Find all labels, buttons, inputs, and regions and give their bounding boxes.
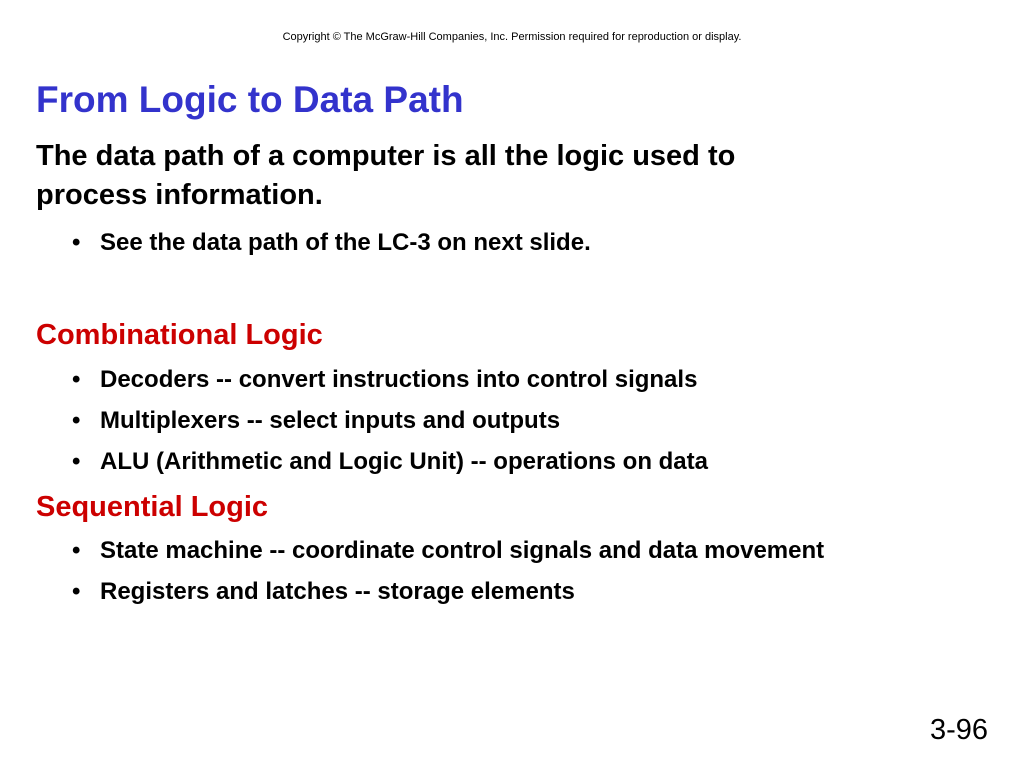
list-item: [72, 365, 697, 395]
lead-paragraph: [36, 137, 916, 215]
list-item-text: Multiplexers -- select inputs and outputs: [100, 407, 561, 434]
bullet-icon: •: [72, 537, 81, 564]
copyright-notice: Copyright © The McGraw-Hill Companies, Inc. Permission required for reproduction or display.: [282, 31, 742, 43]
bullet-icon: •: [72, 448, 81, 475]
list-item-text: See the data path of the LC-3 on next slide.: [100, 229, 591, 256]
list-item-text: Registers and latches -- storage elements: [100, 578, 575, 605]
section-heading-combinational: Combinational Logic: [36, 319, 323, 351]
list-item-text: Decoders -- convert instructions into control signals: [100, 366, 698, 393]
list-item: [72, 447, 708, 477]
list-item: [72, 228, 591, 258]
lead-line-2: process information.: [36, 179, 323, 211]
bullet-icon: •: [72, 578, 81, 605]
section-heading-sequential: Sequential Logic: [36, 491, 269, 523]
bullet-icon: •: [72, 229, 81, 256]
lead-line-1: The data path of a computer is all the logic used to: [36, 140, 736, 172]
bullet-icon: •: [72, 407, 81, 434]
list-item: [72, 536, 824, 566]
list-item: [72, 577, 575, 607]
list-item: [72, 406, 560, 436]
slide-number: 3-96: [929, 714, 988, 746]
list-item-text: State machine -- coordinate control signals and data movement: [100, 537, 825, 564]
slide-title: From Logic to Data Path: [36, 79, 464, 120]
list-item-text: ALU (Arithmetic and Logic Unit) -- operations on data: [100, 448, 708, 475]
bullet-icon: •: [72, 366, 81, 393]
